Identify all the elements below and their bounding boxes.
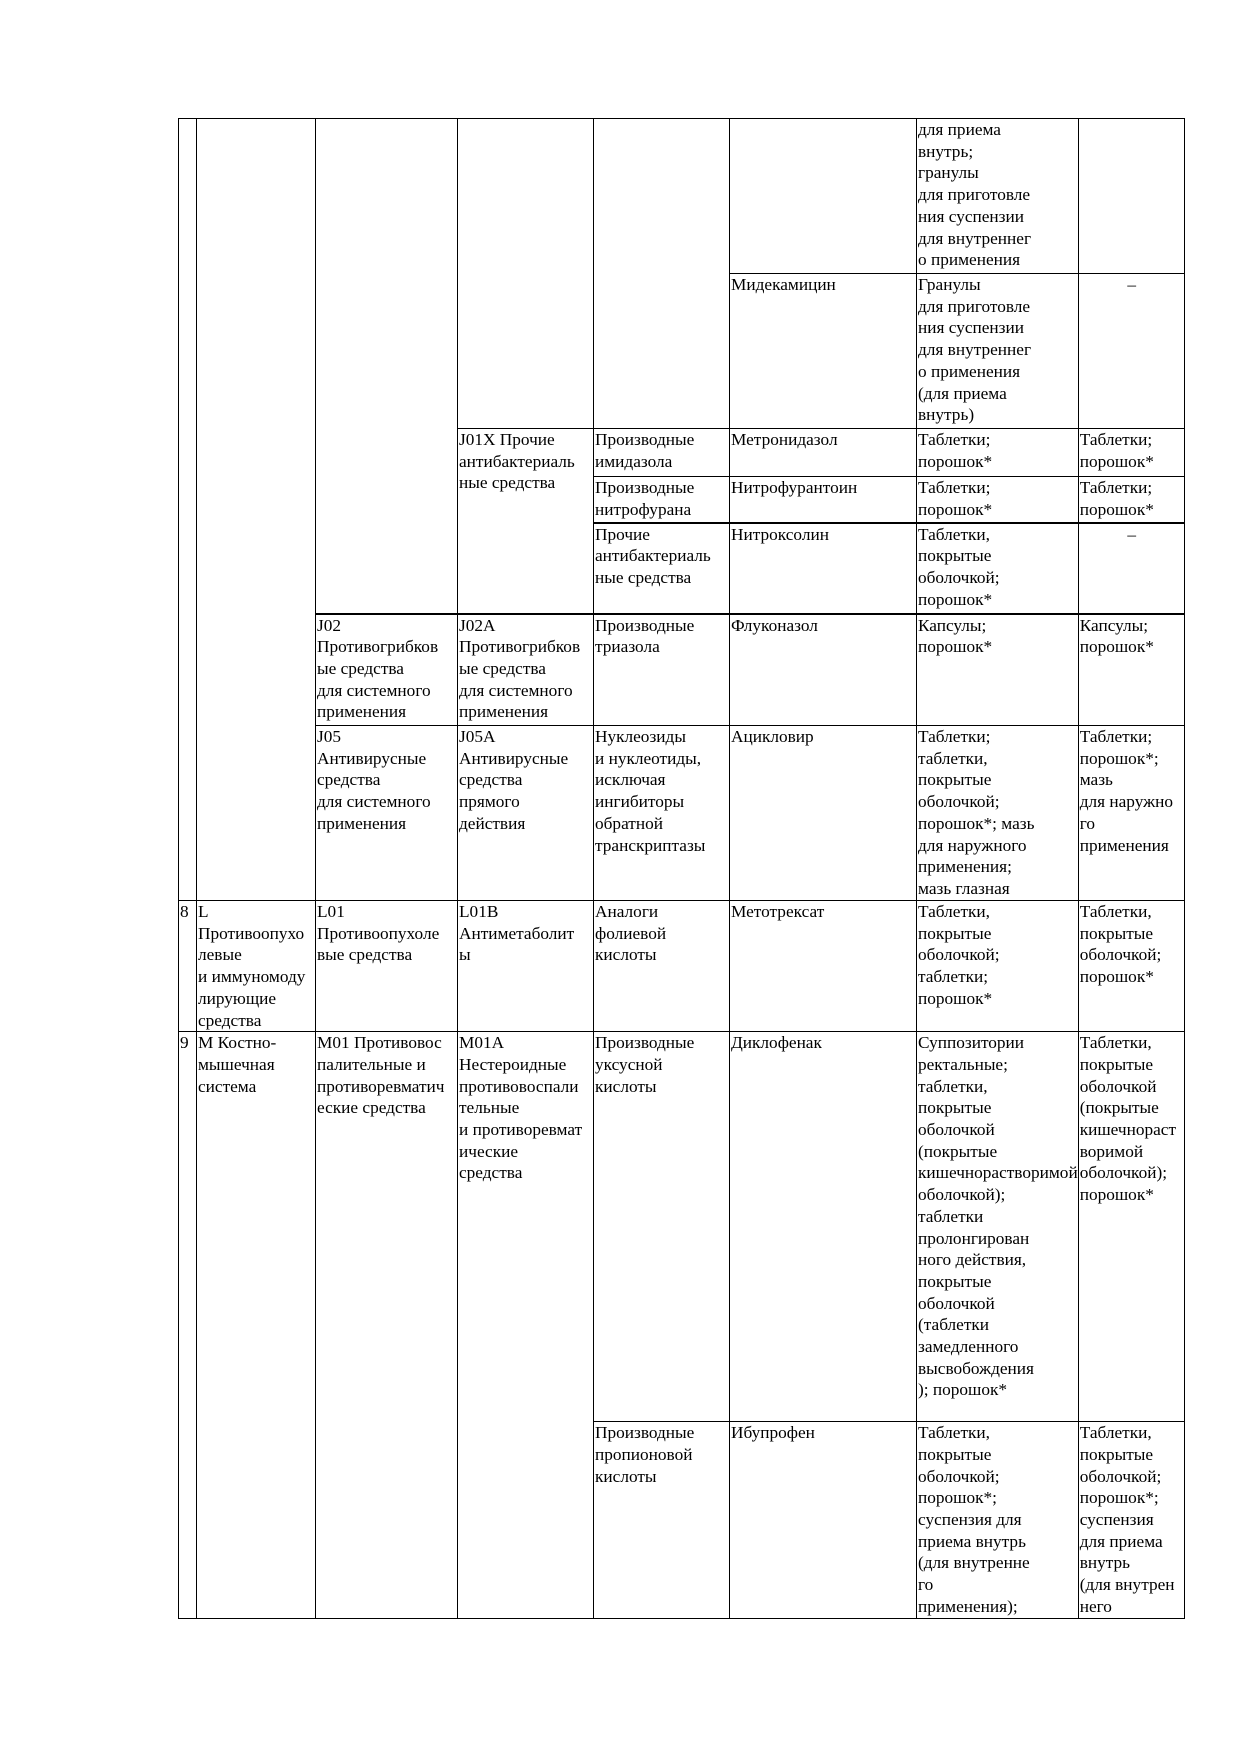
drug-cell: Метронидазол	[730, 429, 917, 477]
form-cell: Капсулы; порошок*	[917, 614, 1079, 726]
subgroup-cell: М01 Противовос палительные и противоревматич еские средства	[316, 1032, 458, 1619]
form-pref-cell: Капсулы; порошок*	[1078, 614, 1184, 726]
table-row	[179, 901, 1185, 1032]
subgroup-cell: J05 Антивирусные средства для системного применения	[316, 726, 458, 901]
drug-cell: Нитрофурантоин	[730, 477, 917, 523]
drug-cell: Ибупрофен	[730, 1422, 917, 1619]
group-cell: М Костно- мышечная система	[197, 1032, 316, 1619]
drug-cell: Мидекамицин	[730, 274, 917, 429]
form-pref-cell: Таблетки; порошок*; мазь для наружно го применения	[1078, 726, 1184, 901]
class-cell: М01А Нестероидные противовоспали тельные и противоревмат ические средства	[458, 1032, 594, 1619]
form-pref-cell: Таблетки; порошок*	[1078, 477, 1184, 523]
subclass-cell: Производные нитрофурана	[594, 477, 730, 523]
subclass-cell	[594, 119, 730, 429]
subclass-cell: Производные уксусной кислоты	[594, 1032, 730, 1422]
num-cell: 8	[179, 901, 197, 1032]
form-pref-cell: –	[1078, 523, 1184, 614]
form-cell: Таблетки; порошок*	[917, 477, 1079, 523]
class-cell	[458, 119, 594, 429]
subclass-cell: Прочие антибактериаль ные средства	[594, 523, 730, 614]
form-pref-cell: –	[1078, 274, 1184, 429]
form-cell: Таблетки, покрытые оболочкой; таблетки; порошок*	[917, 901, 1079, 1032]
class-cell: L01B Антиметаболит ы	[458, 901, 594, 1032]
subclass-cell: Аналоги фолиевой кислоты	[594, 901, 730, 1032]
subgroup-cell	[316, 119, 458, 614]
class-cell: J02A Противогрибков ые средства для системного применения	[458, 614, 594, 726]
form-cell: Таблетки, покрытые оболочкой; порошок*; суспензия для приема внутрь (для внутренне го применения);	[917, 1422, 1079, 1619]
table-row	[179, 119, 1185, 274]
group-cell	[197, 119, 316, 901]
form-pref-cell: Таблетки, покрытые оболочкой; порошок*; суспензия для приема внутрь (для внутрен него	[1078, 1422, 1184, 1619]
drug-cell: Нитроксолин	[730, 523, 917, 614]
subgroup-cell: L01 Противоопухоле вые средства	[316, 901, 458, 1032]
class-cell: J01X Прочие антибактериаль ные средства	[458, 429, 594, 614]
form-cell: Суппозитории ректальные; таблетки, покрытые оболочкой (покрытые кишечнорастворимой оболочкой); таблетки пролонгирован ного действия, покрытые оболочкой (таблетки замедленного высвобождения ); порошок*	[917, 1032, 1079, 1422]
subclass-cell: Производные имидазола	[594, 429, 730, 477]
form-cell: Таблетки; порошок*	[917, 429, 1079, 477]
drug-cell: Флуконазол	[730, 614, 917, 726]
drug-cell: Метотрексат	[730, 901, 917, 1032]
group-cell: L Противоопухо левые и иммуномоду лирующие средства	[197, 901, 316, 1032]
num-cell	[179, 119, 197, 901]
subgroup-cell: J02 Противогрибков ые средства для системного применения	[316, 614, 458, 726]
num-cell: 9	[179, 1032, 197, 1619]
form-pref-cell: Таблетки; порошок*	[1078, 429, 1184, 477]
form-cell: для приема внутрь; гранулы для приготовле ния суспензии для внутреннег о применения	[917, 119, 1079, 274]
form-pref-cell	[1078, 119, 1184, 274]
drug-cell	[730, 119, 917, 274]
form-pref-cell: Таблетки, покрытые оболочкой; порошок*	[1078, 901, 1184, 1032]
class-cell: J05A Антивирусные средства прямого действия	[458, 726, 594, 901]
form-cell: Таблетки; таблетки, покрытые оболочкой; порошок*; мазь для наружного применения; мазь глазная	[917, 726, 1079, 901]
drug-cell: Диклофенак	[730, 1032, 917, 1422]
form-pref-cell: Таблетки, покрытые оболочкой (покрытые кишечнораст воримой оболочкой); порошок*	[1078, 1032, 1184, 1422]
medicines-table	[178, 118, 1185, 1619]
drug-cell: Ацикловир	[730, 726, 917, 901]
table-row	[179, 726, 1185, 901]
table-row	[179, 614, 1185, 726]
form-cell: Гранулы для приготовле ния суспензии для внутреннег о применения (для приема внутрь)	[917, 274, 1079, 429]
subclass-cell: Производные пропионовой кислоты	[594, 1422, 730, 1619]
subclass-cell: Нуклеозиды и нуклеотиды, исключая ингибиторы обратной транскриптазы	[594, 726, 730, 901]
form-cell: Таблетки, покрытые оболочкой; порошок*	[917, 523, 1079, 614]
subclass-cell: Производные триазола	[594, 614, 730, 726]
table-row	[179, 1032, 1185, 1422]
